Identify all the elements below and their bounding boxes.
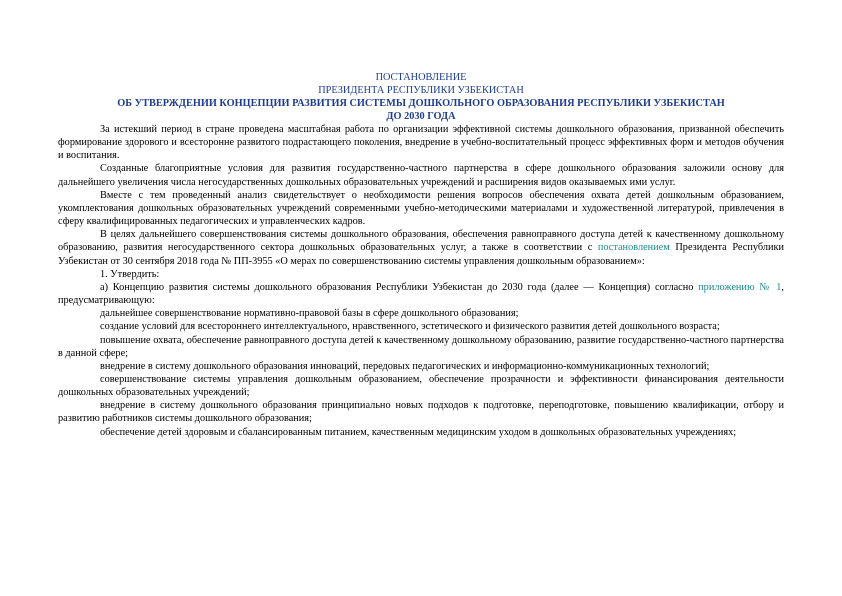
paragraph-ppp: Созданные благоприятные условия для развития государственно-частного партнерства в сфере дошкольного образования заложили основу для дальнейшего увеличения числа негосударственных дошкольных образовательных учреждений и расширения видов оказываемых ими услуг. [58, 163, 784, 188]
decree-reference-link[interactable]: постановлением [597, 242, 670, 254]
paragraph-purpose-text: В целях дальнейшего совершенствования системы дошкольного образования, обеспечения равноправного доступа детей к качественному дошкольному образованию, развития негосударственного сектора дошкольных образовательных услуг, а также в соответствии с [58, 229, 784, 254]
document-page [58, 71, 784, 439]
list-item: повышение охвата, обеспечение равноправного доступа детей к качественному дошкольному образованию, развитие государственно-частного партнерства в данной сфере; [58, 334, 784, 359]
clause-1a-text-end: , предусматривающую: [58, 281, 784, 307]
document-title-continuation: ДО 2030 ГОДА [386, 111, 456, 122]
list-item: создание условий для всестороннего интеллектуального, нравственного, эстетического и физического развития детей дошкольного возраста; [100, 321, 720, 333]
list-item: внедрение в систему дошкольного образования принципиально новых подходов к подготовке, переподготовке, повышению квалификации, отбору и развитию работников системы дошкольного образования; [58, 400, 784, 425]
list-item: дальнейшее совершенствование нормативно-правовой базы в сфере дошкольного образования; [100, 308, 519, 320]
clause-1: 1. Утвердить: [100, 268, 160, 280]
clause-1a [58, 281, 784, 307]
decree-type-heading: ПОСТАНОВЛЕНИЕ [375, 72, 467, 83]
list-item: совершенствование системы управления дошкольным образованием, обеспечение прозрачности и эффективности финансирования деятельности дошкольных образовательных учреждений; [58, 373, 784, 399]
list-item: обеспечение детей здоровым и сбалансированным питанием, качественным медицинским уходом в дошкольных образовательных учреждениях; [100, 426, 737, 438]
paragraph-purpose [58, 228, 784, 267]
clause-1a-text: а) Концепцию развития системы дошкольного образования Республики Узбекистан до 2030 года (далее — Концепция) согласно [100, 281, 699, 293]
paragraph-intro: За истекший период в стране проведена масштабная работа по организации эффективной системы дошкольного образования, призванной обеспечить формирование здорового и всесторонне развитого подрастающего поколения, внедрение в учебно-воспитательный процесс эффективных форм и методов обучения и воспитания. [58, 124, 784, 162]
document-title: ОБ УТВЕРЖДЕНИИ КОНЦЕПЦИИ РАЗВИТИЯ СИСТЕМЫ ДОШКОЛЬНОГО ОБРАЗОВАНИЯ РЕСПУБЛИКИ УЗБЕКИСТАН [117, 98, 725, 109]
paragraph-analysis: Вместе с тем проведенный анализ свидетельствует о необходимости решения вопросов обеспечения охвата детей дошкольным образованием, укомплектования дошкольных образовательных учреждений современными учебно-методическими материалами и художественной литературой, привлечения в сферу квалифицированных педагогических и управленческих кадров. [58, 189, 784, 228]
list-item: внедрение в систему дошкольного образования инноваций, передовых педагогических и информационно-коммуникационных технологий; [100, 360, 710, 372]
issuer-heading: ПРЕЗИДЕНТА РЕСПУБЛИКИ УЗБЕКИСТАН [318, 85, 524, 96]
paragraph-purpose-text-end: Президента Республики Узбекистан от 30 сентября 2018 года № ПП-3955 «О мерах по совершенствованию системы управления дошкольным образованием»: [58, 242, 784, 267]
appendix-1-link[interactable]: приложению № 1 [698, 281, 782, 293]
